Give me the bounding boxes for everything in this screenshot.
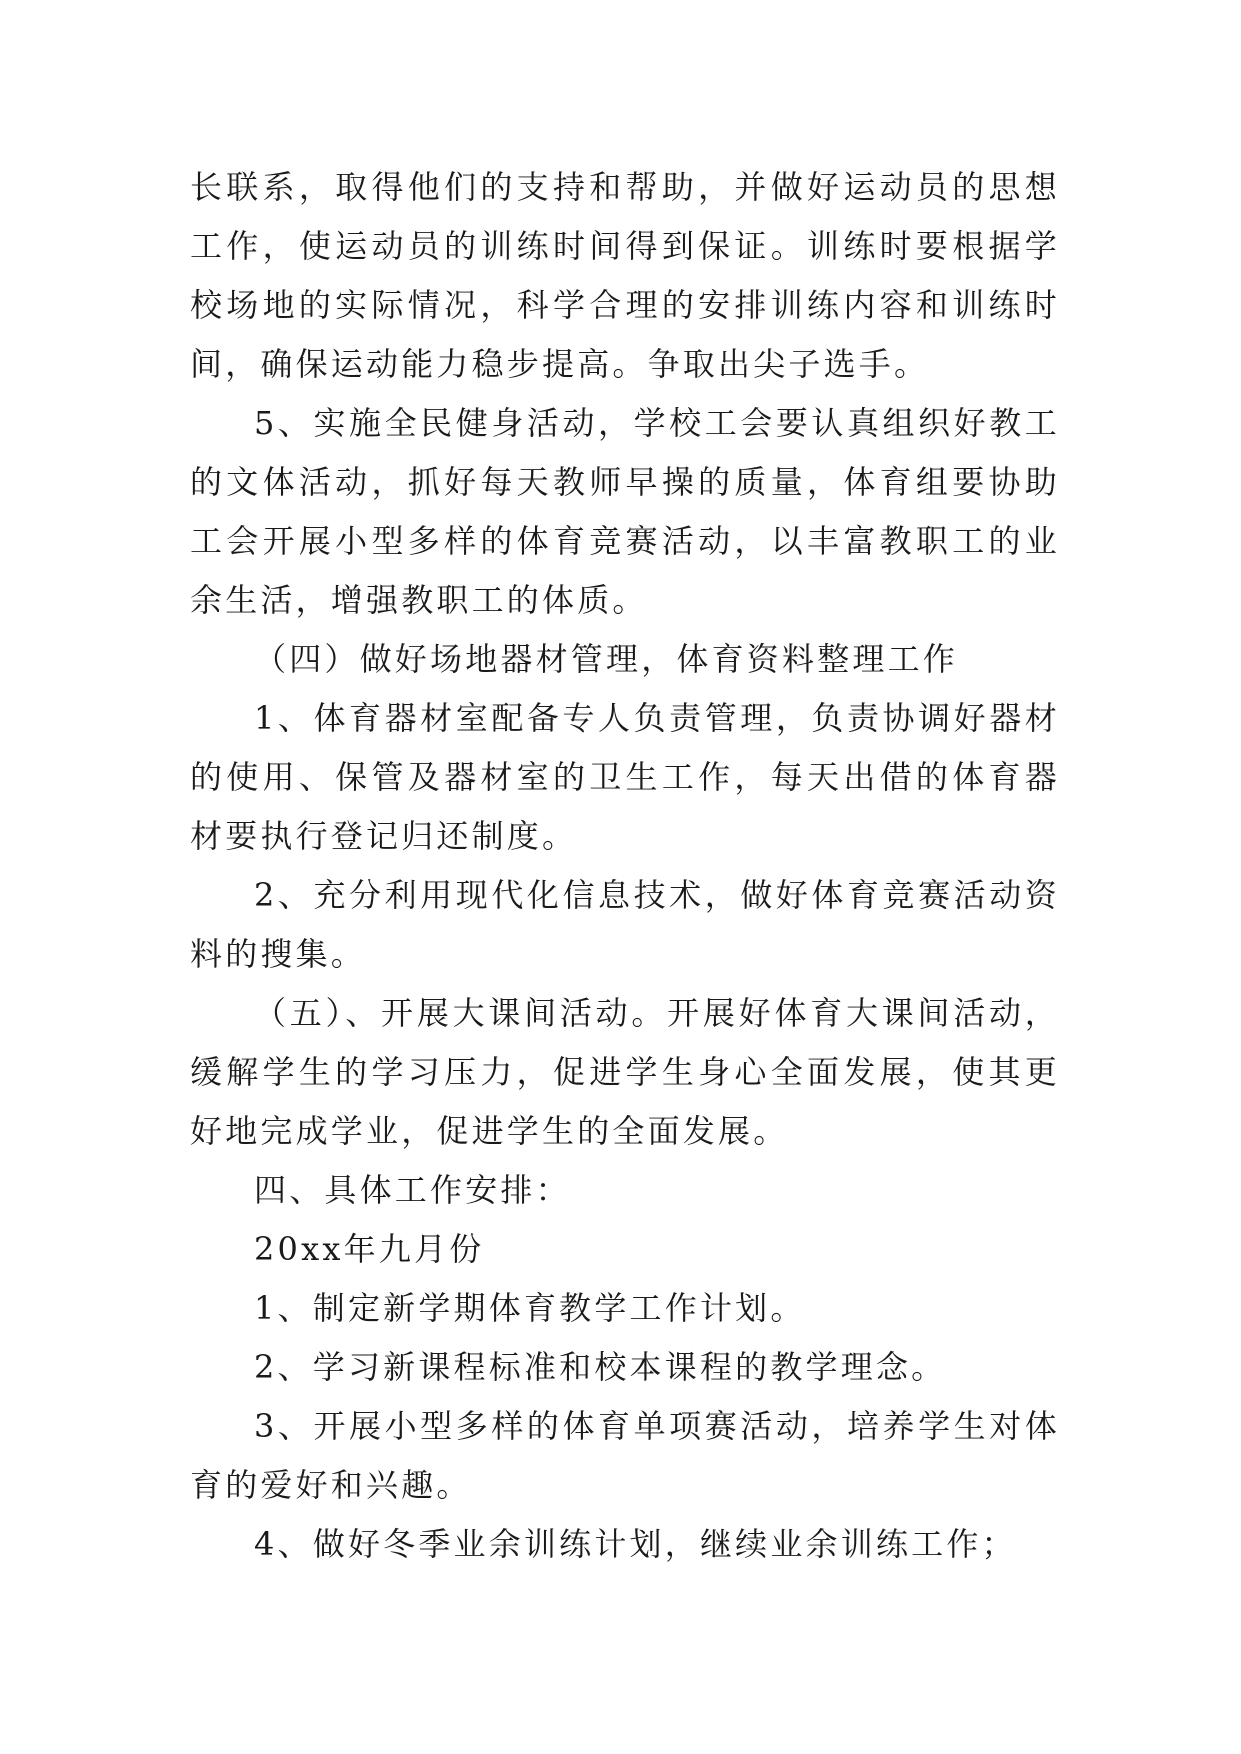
section-heading-schedule: 四、具体工作安排： — [254, 1171, 571, 1209]
paragraph-item-1: 1、体育器材室配备专人负责管理，负责协调好器材的使用、保管及器材室的卫生工作，每天出借的体育器材要执行登记归还制度。 — [190, 699, 1060, 855]
paragraph-continuation: 长联系，取得他们的支持和帮助，并做好运动员的思想工作，使运动员的训练时间得到保证。训练时要根据学校场地的实际情况，科学合理的安排训练内容和训练时间，确保运动能力稳步提高。争取出尖子选手。 — [190, 168, 1060, 383]
schedule-item-3: 3、开展小型多样的体育单项赛活动，培养学生对体育的爱好和兴趣。 — [190, 1407, 1060, 1504]
schedule-item-1: 1、制定新学期体育教学工作计划。 — [254, 1289, 806, 1327]
paragraph-item-5: 5、实施全民健身活动，学校工会要认真组织好教工的文体活动，抓好每天教师早操的质量，体育组要协助工会开展小型多样的体育竞赛活动，以丰富教职工的业余生活，增强教职工的体质。 — [190, 404, 1060, 619]
schedule-item-4: 4、做好冬季业余训练计划，继续业余训练工作； — [254, 1525, 1017, 1563]
document-body — [190, 158, 1060, 1574]
schedule-item-2: 2、学习新课程标准和校本课程的教学理念。 — [254, 1348, 947, 1386]
section-heading-four: （四）做好场地器材管理，体育资料整理工作 — [254, 640, 959, 678]
section-heading-five: （五）、开展大课间活动。开展好体育大课间活动，缓解学生的学习压力，促进学生身心全面发展，使其更好地完成学业，促进学生的全面发展。 — [190, 994, 1060, 1150]
month-heading: 20xx年九月份 — [254, 1230, 485, 1268]
paragraph-item-2: 2、充分利用现代化信息技术，做好体育竞赛活动资料的搜集。 — [190, 876, 1060, 973]
